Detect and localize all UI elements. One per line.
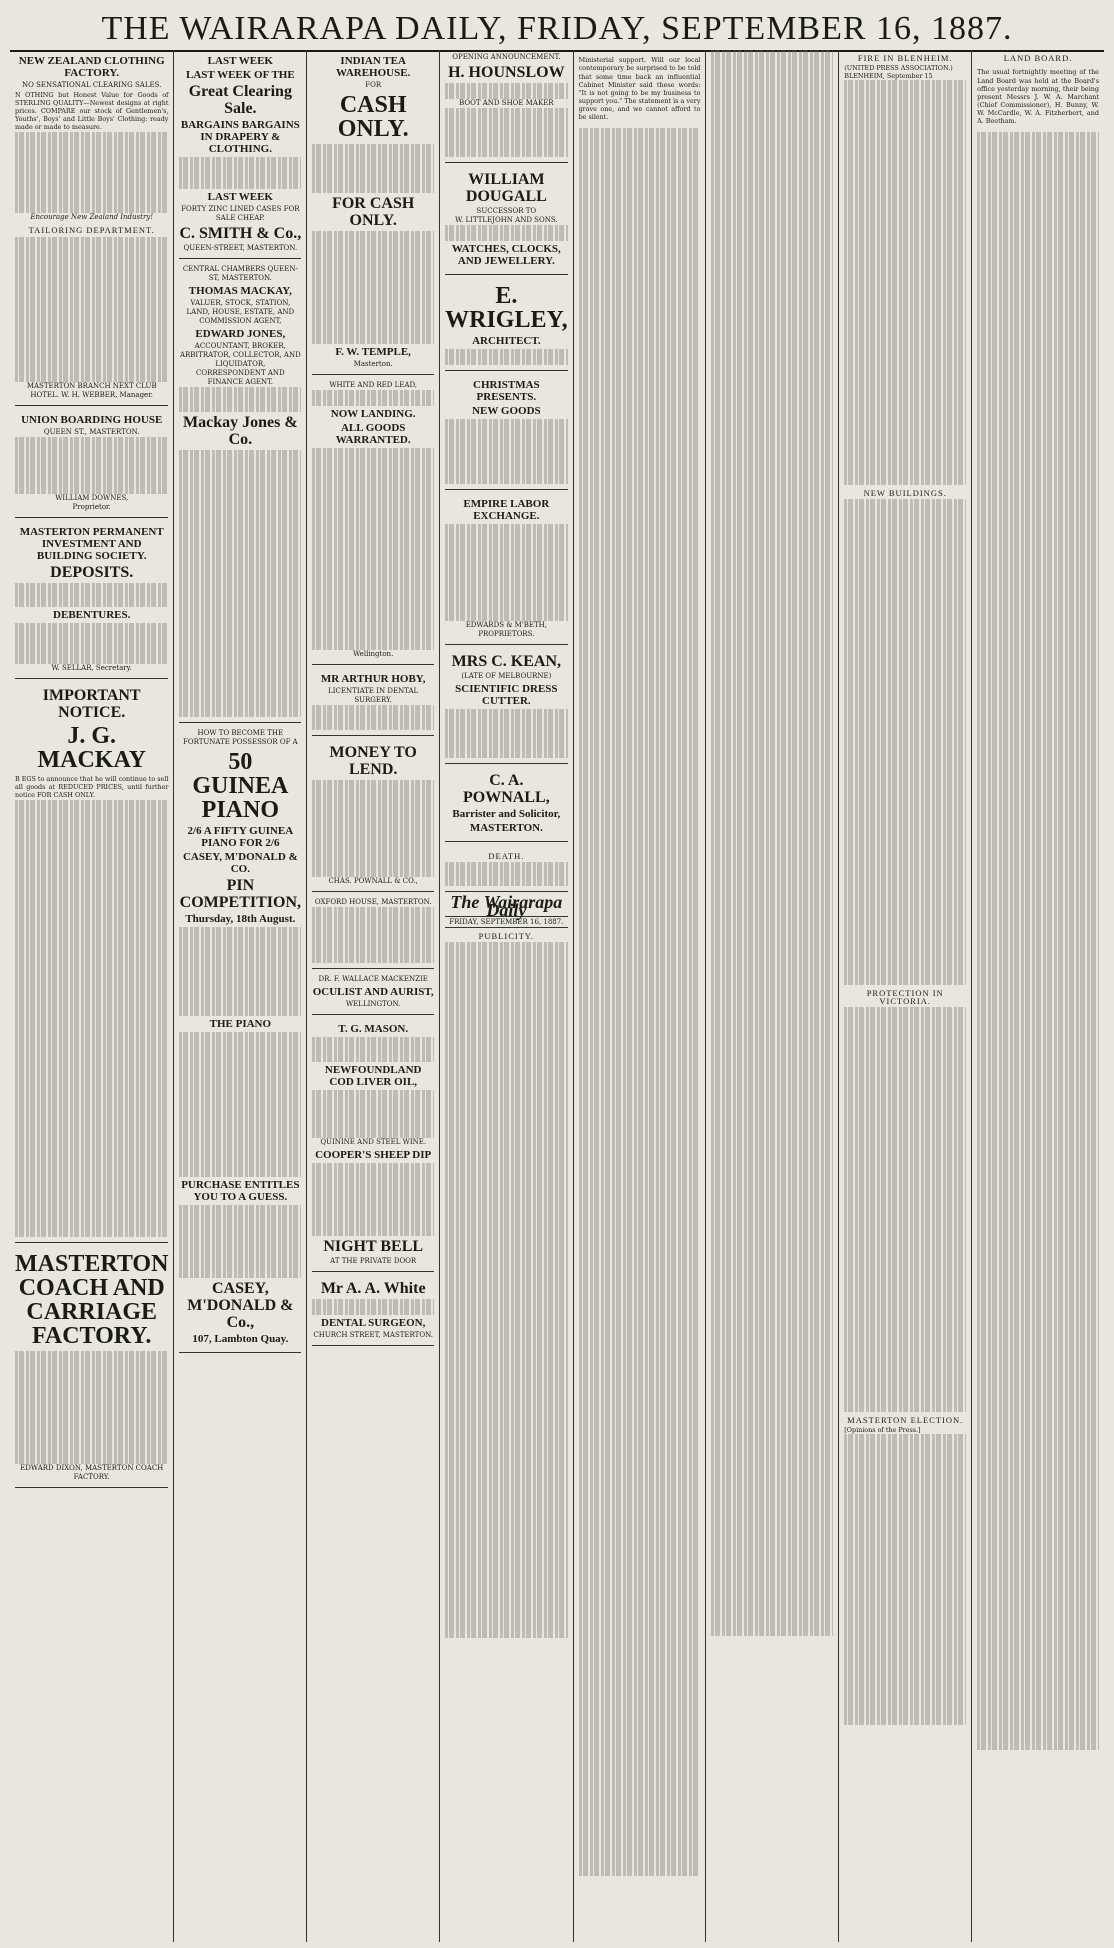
oxford-text bbox=[312, 907, 434, 964]
thursday-line: Thursday, 18th August. bbox=[185, 912, 296, 925]
debentures-heading: DEBENTURES. bbox=[53, 609, 131, 622]
shilling-line: 2/6 A FIFTY GUINEA PIANO FOR 2/6 bbox=[187, 824, 294, 849]
blenheim-dateline: BLENHEIM, September 15 bbox=[844, 72, 933, 81]
zinc-cases: FORTY ZINC LINED CASES FOR SALE CHEAP. bbox=[181, 205, 300, 223]
clearing-title: Great Clearing Sale. bbox=[188, 83, 292, 117]
money-text bbox=[312, 780, 434, 877]
cash-only: CASH ONLY. bbox=[337, 92, 409, 142]
encourage-line: Encourage New Zealand Industry! bbox=[30, 213, 154, 222]
hoby-ad bbox=[312, 668, 434, 735]
mackay-body: B EGS to announce that he will continue to sell all goods at REDUCED PRICES, until further notice FOR CASH ONLY. bbox=[15, 774, 169, 799]
piano-competition-ad bbox=[179, 726, 301, 1354]
littlejohn-line: W. LITTLEJOHN AND SONS. bbox=[455, 215, 558, 224]
new-goods: NEW GOODS bbox=[472, 405, 541, 418]
melbourne-line: (LATE OF MELBOURNE) bbox=[461, 672, 552, 680]
column-8 bbox=[971, 50, 1104, 1942]
smith-name: C. SMITH & Co., bbox=[179, 225, 302, 243]
goods-warranted: ALL GOODS WARRANTED. bbox=[335, 422, 411, 447]
barrister-line: Barrister and Solicitor, bbox=[452, 807, 561, 820]
last-week-2: LAST WEEK OF THE bbox=[185, 69, 295, 81]
wrigley-ad bbox=[445, 278, 567, 371]
paper-nameplate: The Wairarapa Daily bbox=[450, 891, 563, 921]
piano-heading: THE PIANO bbox=[209, 1017, 272, 1030]
kean-name: MRS C. KEAN, bbox=[451, 653, 562, 670]
dougall-ad bbox=[445, 166, 567, 275]
church-street: CHURCH STREET, MASTERTON. bbox=[313, 1331, 433, 1340]
editorial-continued: Ministerial support. Will our local contemporary be surprised to be told that some time back an influential Cabinet Minister said these words: "It is not going to be my business to support you." The statement is a very grave one, and we cannot afford to be silent. bbox=[578, 56, 701, 122]
white-red-lead: WHITE AND RED LEAD, bbox=[329, 380, 418, 389]
opinions-line: [Opinions of the Press.] bbox=[844, 1425, 921, 1434]
quinine-line: QUININE AND STEEL WINE. bbox=[320, 1138, 427, 1147]
victoria-heading: PROTECTION IN VICTORIA. bbox=[866, 987, 944, 1006]
christmas-text bbox=[445, 419, 567, 484]
oxford-ad bbox=[312, 895, 434, 970]
column-1 bbox=[10, 50, 173, 1942]
mackay-jones-ad bbox=[179, 262, 301, 722]
purchase-line: PURCHASE ENTITLES YOU TO A GUESS. bbox=[181, 1179, 300, 1204]
firm-name: Mackay Jones & Co. bbox=[183, 413, 298, 448]
casey-name: CASEY, M'DONALD & CO. bbox=[182, 850, 298, 875]
hoby-role: LICENTIATE IN DENTAL SURGERY. bbox=[328, 687, 419, 705]
united-press: (UNITED PRESS ASSOCIATION.) bbox=[844, 64, 953, 73]
fire-heading: FIRE IN BLENHEIM. bbox=[857, 53, 953, 63]
column-5 bbox=[573, 50, 706, 1942]
death-text bbox=[445, 862, 567, 886]
lead-ad bbox=[312, 378, 434, 666]
coach-factory-ad bbox=[15, 1246, 168, 1488]
lambton-quay: 107, Lambton Quay. bbox=[192, 1333, 289, 1346]
watches-line: WATCHES, CLOCKS, AND JEWELLERY. bbox=[451, 242, 561, 267]
mackenzie-town: WELLINGTON. bbox=[345, 1000, 401, 1009]
mason-text bbox=[312, 1037, 434, 1061]
dougall-name: WILLIAM DOUGALL bbox=[465, 170, 547, 205]
mackenzie-name: DR. F. WALLACE MACKENZIE bbox=[318, 975, 428, 984]
tailoring-text bbox=[15, 237, 168, 383]
pownall-ad bbox=[445, 767, 567, 842]
building-society-ad bbox=[15, 521, 168, 679]
hounslow-text-2 bbox=[445, 108, 567, 157]
column-3 bbox=[306, 50, 439, 1942]
column-4 bbox=[439, 50, 572, 1942]
hoby-text bbox=[312, 705, 434, 729]
mackay-role: VALUER, STOCK, STATION, LAND, HOUSE, ESTATE, AND COMMISSION AGENT, bbox=[186, 299, 295, 326]
jones-role: ACCOUNTANT, BROKER, ARBITRATOR, COLLECTOR, AND LIQUIDATOR, CORRESPONDENT AND FINANCE AGENT. bbox=[179, 342, 301, 387]
editorial-date: FRIDAY, SEPTEMBER 16, 1887. bbox=[445, 916, 567, 928]
tea-text bbox=[312, 144, 434, 193]
columns bbox=[10, 50, 1104, 1942]
editorial-text bbox=[445, 942, 567, 1638]
white-dentist-ad bbox=[312, 1275, 434, 1346]
architect-line: ARCHITECT. bbox=[472, 334, 541, 347]
lead-text bbox=[312, 390, 434, 406]
opening-line: OPENING ANNOUNCEMENT. bbox=[452, 53, 561, 61]
clothing-body: N OTHING but Honest Value for Goods of STERLING QUALITY—Newest designs at right prices. COMPARE our stock of Gentlemen's, Youths', Boys' and Little Boys' Clothing: ready made or made to measure. bbox=[15, 91, 169, 132]
column-5-text bbox=[579, 128, 701, 1876]
clothing-factory-ad bbox=[15, 50, 168, 406]
indian-tea-ad bbox=[312, 50, 434, 375]
mason-text-3 bbox=[312, 1163, 434, 1236]
smith-address: QUEEN-STREET, MASTERTON. bbox=[183, 244, 298, 253]
sheep-dip: COOPER'S SHEEP DIP bbox=[315, 1149, 432, 1162]
society-title: MASTERTON PERMANENT INVESTMENT AND BUILDING SOCIETY. bbox=[19, 525, 164, 562]
union-text bbox=[15, 437, 168, 494]
dress-cutter: SCIENTIFIC DRESS CUTTER. bbox=[455, 683, 558, 707]
hoby-name: MR ARTHUR HOBY, bbox=[320, 673, 426, 686]
pownall-town: MASTERTON. bbox=[469, 821, 543, 834]
tailoring-heading: TAILORING DEPARTMENT. bbox=[28, 225, 155, 236]
pownall-co: CHAS. POWNALL & CO., bbox=[328, 876, 418, 885]
clothing-sub: NO SENSATIONAL CLEARING SALES. bbox=[22, 81, 162, 89]
clearing-sale-ad bbox=[179, 50, 301, 259]
pin-text bbox=[179, 927, 301, 1016]
land-board-heading: LAND BOARD. bbox=[1003, 53, 1073, 63]
coach-name: EDWARD DIXON, MASTERTON COACH FACTORY. bbox=[20, 1464, 164, 1482]
deposits-heading: DEPOSITS. bbox=[50, 563, 134, 581]
mason-ad bbox=[312, 1018, 434, 1272]
masthead: THE WAIRARAPA DAILY, FRIDAY, SEPTEMBER 16, 1887. bbox=[10, 6, 1104, 52]
fire-text bbox=[844, 80, 966, 485]
clearing-text bbox=[179, 157, 301, 189]
labor-text bbox=[445, 524, 567, 621]
oxford-house: OXFORD HOUSE, MASTERTON. bbox=[314, 897, 432, 906]
cod-liver-oil: NEWFOUNDLAND COD LIVER OIL, bbox=[324, 1063, 422, 1088]
partnership-text bbox=[179, 387, 301, 411]
wrigley-name: E. WRIGLEY, bbox=[445, 282, 568, 333]
hounslow-ad bbox=[445, 50, 567, 163]
clothing-text bbox=[15, 132, 168, 213]
thomas-mackay: THOMAS MACKAY, bbox=[188, 285, 292, 298]
notice-title: IMPORTANT NOTICE. bbox=[42, 686, 141, 721]
death-notice bbox=[445, 845, 567, 892]
casey-footer: CASEY, M'DONALD & Co., bbox=[187, 1280, 294, 1332]
tea-text-2 bbox=[312, 231, 434, 344]
mackay-list bbox=[15, 800, 168, 1237]
coach-text bbox=[15, 1351, 168, 1464]
guinea-piano: 50 GUINEA PIANO bbox=[192, 748, 289, 823]
successor-line: SUCCESSOR TO bbox=[476, 206, 537, 215]
pownall-name: C. A. POWNALL, bbox=[463, 771, 550, 806]
kean-text bbox=[445, 709, 567, 758]
white-name: Mr A. A. White bbox=[320, 1280, 426, 1298]
union-boarding-ad bbox=[15, 409, 168, 518]
edwards-line: EDWARDS & M'BETH, PROPRIETORS. bbox=[465, 621, 548, 638]
kean-ad bbox=[445, 648, 567, 764]
land-board-text bbox=[977, 132, 1099, 1751]
debentures-text bbox=[15, 623, 168, 663]
last-week-1: LAST WEEK bbox=[207, 55, 273, 67]
mackenzie-ad bbox=[312, 972, 434, 1015]
howto-line: HOW TO BECOME THE FORTUNATE POSSESSOR OF A bbox=[182, 728, 298, 746]
oculist-line: OCULIST AND AURIST, bbox=[312, 986, 434, 999]
column-6 bbox=[705, 50, 838, 1942]
for-line: FOR bbox=[365, 81, 382, 89]
union-title: UNION BOARDING HOUSE bbox=[21, 414, 163, 427]
dougall-text bbox=[445, 225, 567, 241]
new-buildings-heading: NEW BUILDINGS. bbox=[863, 487, 947, 498]
christmas-presents: CHRISTMAS PRESENTS. bbox=[473, 379, 540, 404]
victoria-text bbox=[844, 1007, 966, 1412]
landing-text bbox=[312, 448, 434, 650]
landing-town: Wellington. bbox=[353, 650, 394, 659]
death-heading: DEATH. bbox=[488, 850, 525, 861]
branch-line: MASTERTON BRANCH NEXT CLUB HOTEL. W. H. WEBBER, Manager. bbox=[26, 382, 157, 400]
money-ad bbox=[312, 739, 434, 892]
pin-competition: PIN COMPETITION, bbox=[179, 876, 302, 911]
central-chambers: CENTRAL CHAMBERS QUEEN-ST, MASTERTON. bbox=[182, 265, 298, 283]
union-role: Proprietor. bbox=[72, 502, 111, 511]
coach-title: MASTERTON COACH AND CARRIAGE FACTORY. bbox=[15, 1250, 169, 1349]
christmas-ad bbox=[445, 374, 567, 490]
white-text bbox=[312, 1299, 434, 1315]
union-name: WILLIAM DOWNES, bbox=[55, 493, 129, 502]
mason-name: T. G. MASON. bbox=[338, 1023, 409, 1036]
buildings-text bbox=[844, 499, 966, 985]
money-to-lend: MONEY TO LEND. bbox=[329, 743, 417, 778]
election-text bbox=[844, 1434, 966, 1725]
labor-exchange: EMPIRE LABOR EXCHANGE. bbox=[463, 497, 550, 522]
society-secretary: W. SELLAR, Secretary. bbox=[51, 663, 132, 672]
column-6-top-text bbox=[711, 50, 833, 1636]
mason-text-2 bbox=[312, 1090, 434, 1139]
now-landing: NOW LANDING. bbox=[330, 408, 416, 421]
piano-text bbox=[179, 1032, 301, 1178]
election-heading: MASTERTON ELECTION. bbox=[847, 1414, 964, 1425]
temple-name: F. W. TEMPLE, bbox=[335, 345, 411, 358]
night-bell: NIGHT BELL bbox=[323, 1238, 424, 1256]
hounslow-text bbox=[445, 83, 567, 99]
labor-exchange-ad bbox=[445, 493, 567, 645]
dental-surgeon: DENTAL SURGEON, bbox=[321, 1317, 426, 1330]
edward-jones: EDWARD JONES, bbox=[195, 328, 286, 341]
bargains-line: BARGAINS BARGAINS IN DRAPERY & CLOTHING. bbox=[180, 119, 300, 155]
temple-town: Masterton. bbox=[353, 359, 393, 368]
firm-text bbox=[179, 450, 301, 717]
shoe-maker: BOOT AND SHOE MAKER bbox=[459, 99, 554, 108]
mackay-notice-ad bbox=[15, 682, 168, 1243]
column-7 bbox=[838, 50, 971, 1942]
for-cash-only: FOR CASH ONLY. bbox=[332, 194, 415, 229]
clothing-title: NEW ZEALAND CLOTHING FACTORY. bbox=[18, 55, 165, 79]
editorial-heading: PUBLICITY. bbox=[478, 931, 535, 942]
union-sub: QUEEN ST., MASTERTON. bbox=[43, 428, 140, 437]
mackay-title: J. G. MACKAY bbox=[37, 722, 146, 773]
indian-tea-title: INDIAN TEA WAREHOUSE. bbox=[336, 55, 411, 79]
column-2 bbox=[173, 50, 306, 1942]
deposits-text bbox=[15, 583, 168, 607]
competition-text bbox=[179, 1205, 301, 1278]
private-door: AT THE PRIVATE DOOR bbox=[330, 1257, 417, 1266]
land-board-body: The usual fortnightly meeting of the Land Board was held at the Board's office yesterday morning, their being present Messrs J. W. A. Marchant (Chief Commissioner), H. Bunny, W. W. McCardle, W. A. Fitzherbert, and A. Beetham. bbox=[977, 68, 1099, 126]
hounslow-name: H. HOUNSLOW bbox=[448, 64, 565, 81]
last-week-3: LAST WEEK bbox=[207, 191, 273, 204]
wrigley-text bbox=[445, 349, 567, 365]
